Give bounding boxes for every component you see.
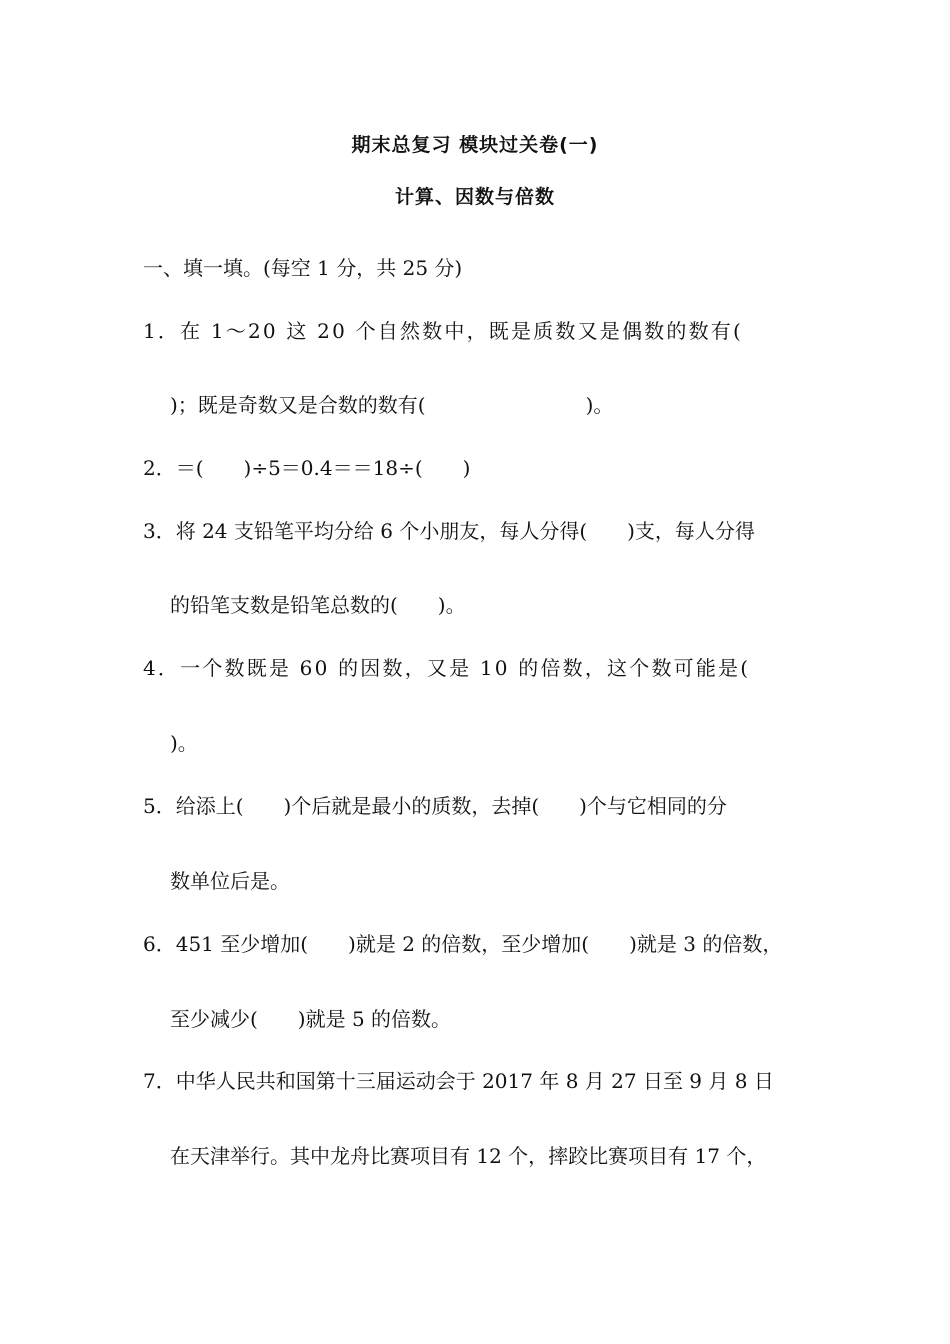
question-4-line-2: )。 bbox=[170, 731, 198, 755]
question-7-line-2: 在天津举行。其中龙舟比赛项目有 12 个，摔跤比赛项目有 17 个， bbox=[170, 1144, 767, 1168]
question-6-line-1: 6．451 至少增加( )就是 2 的倍数，至少增加( )就是 3 的倍数， bbox=[143, 932, 783, 956]
page-title: 期末总复习 模块过关卷(一) bbox=[351, 134, 599, 156]
question-3-line-2: 的铅笔支数是铅笔总数的( )。 bbox=[170, 593, 466, 617]
page-subtitle: 计算、因数与倍数 bbox=[394, 186, 555, 208]
question-6-line-2: 至少减少( )就是 5 的倍数。 bbox=[170, 1007, 452, 1031]
question-3-line-1: 3．将 24 支铅笔平均分给 6 个小朋友，每人分得( )支，每人分得 bbox=[143, 519, 755, 543]
question-1-line-1: 1．在 1～20 这 20 个自然数中，既是质数又是偶数的数有( bbox=[143, 319, 743, 343]
section-heading: 一、填一填。(每空 1 分，共 25 分) bbox=[143, 256, 463, 280]
question-4-line-1: 4．一个数既是 60 的因数，又是 10 的倍数，这个数可能是( bbox=[143, 656, 751, 680]
question-1-line-2: )；既是奇数又是合数的数有( )。 bbox=[170, 393, 614, 417]
question-2-line-1: 2．＝( )÷5＝0.4＝＝18÷( ) bbox=[143, 456, 471, 480]
question-5-line-2: 数单位后是。 bbox=[170, 869, 290, 893]
question-5-line-1: 5．给添上( )个后就是最小的质数，去掉( )个与它相同的分 bbox=[143, 794, 727, 818]
question-7-line-1: 7．中华人民共和国第十三届运动会于 2017 年 8 月 27 日至 9 月 8 日 bbox=[143, 1069, 774, 1093]
